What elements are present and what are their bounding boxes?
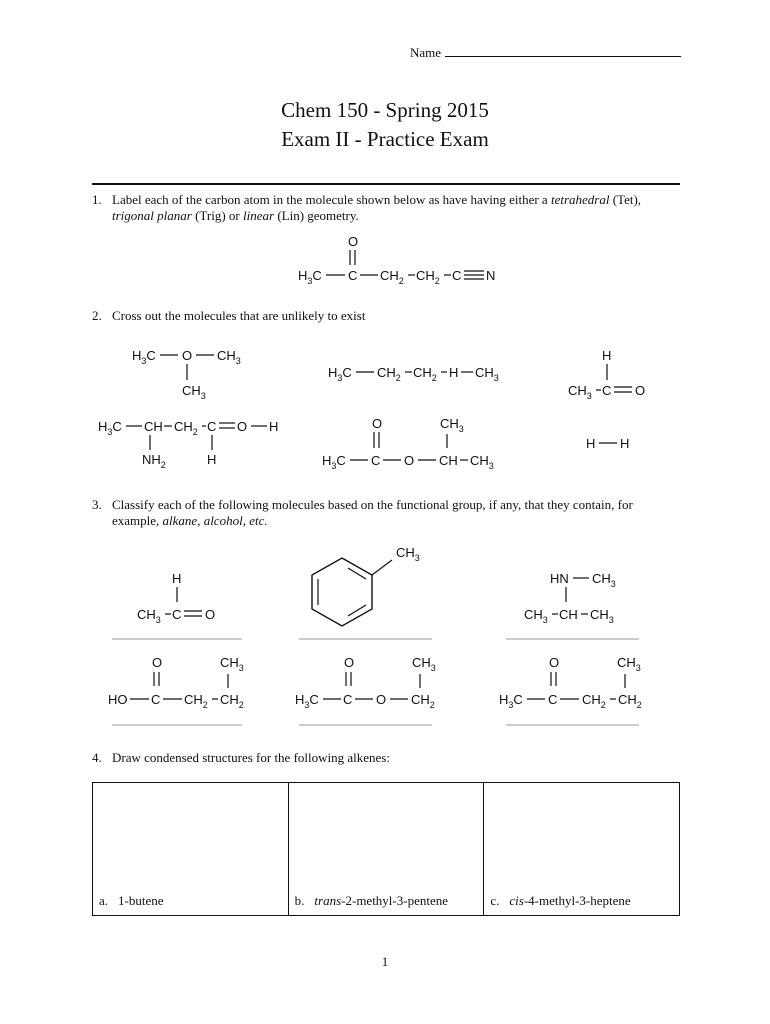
question-text (112, 192, 682, 224)
q2-molecule-5[interactable] (322, 416, 494, 471)
svg-text:C: C (207, 419, 217, 434)
svg-text:C: C (151, 692, 161, 707)
page-number: 1 (381, 954, 389, 969)
atom-n: N (486, 268, 496, 283)
svg-text:NH2: $NH_2$ (142, 452, 166, 470)
svg-text:O: O (376, 692, 387, 707)
svg-text:C: C (548, 692, 558, 707)
q3-molecule-2 (312, 545, 420, 626)
svg-text:HN: HN (550, 571, 569, 586)
svg-text:O: O (635, 383, 646, 398)
svg-text:O: O (344, 655, 355, 670)
svg-text:CH2: $CH_2$ (618, 692, 642, 710)
question-number: 3. (92, 497, 102, 512)
svg-text:H3C: $H_3C$ (322, 453, 346, 471)
q2-molecule-3[interactable] (568, 348, 645, 401)
question-text: Draw condensed structures for the following alkenes: (112, 750, 390, 765)
svg-text:CH3: $CH_3$ (590, 607, 614, 625)
answer-cell-a[interactable] (93, 783, 289, 915)
svg-text:CH: CH (559, 607, 578, 622)
svg-text:CH3: $CH_3$ (137, 607, 161, 625)
question-number: 2. (92, 308, 102, 323)
svg-text:CH3: $CH_3$ (592, 571, 616, 589)
cell-compound: -2-methyl-3-pentene (341, 893, 448, 908)
name-blank-line[interactable] (445, 44, 681, 57)
svg-text:C: C (602, 383, 612, 398)
q1-text-c: (Trig) or (191, 208, 243, 223)
q3-molecule-5 (295, 655, 436, 710)
atom-c: C (348, 268, 358, 283)
svg-text:CH3: $CH_3$ (568, 383, 592, 401)
svg-text:CH: CH (439, 453, 458, 468)
q3-molecule-1 (137, 571, 215, 625)
q3-molecule-4 (108, 655, 244, 710)
q3-molecules (92, 538, 692, 738)
svg-text:CH3: $CH_3$ (470, 453, 494, 471)
cell-italic: cis (509, 893, 524, 908)
q1-text-d: (Lin) geometry. (274, 208, 359, 223)
svg-text:CH2: $CH_2$ (377, 365, 401, 383)
svg-text:O: O (404, 453, 415, 468)
svg-text:CH2: $CH_2$ (220, 692, 244, 710)
q2-molecule-2[interactable] (328, 365, 499, 383)
svg-text:H: H (269, 419, 279, 434)
svg-text:HO: HO (108, 692, 128, 707)
svg-text:H: H (172, 571, 182, 586)
svg-text:C: C (343, 692, 353, 707)
q3-molecule-6 (499, 655, 642, 710)
q1-molecule (290, 228, 510, 290)
cell-letter: c. (490, 893, 500, 908)
answer-cell-c[interactable] (484, 783, 679, 915)
svg-text:H3C: $H_3C$ (499, 692, 523, 710)
cell-italic: trans (314, 893, 342, 908)
question-number: 1. (92, 192, 102, 207)
svg-text:CH3: $CH_3$ (440, 416, 464, 434)
q3-text-a: Classify each of the following molecules based on the functional group, if any, that they contain, for (112, 497, 633, 512)
q2-molecule-1[interactable] (132, 348, 241, 401)
atom-o: O (348, 234, 359, 249)
q2-molecule-4[interactable] (98, 419, 278, 470)
q1-text-a: Label each of the carbon atom in the molecule shown below as have having either a (112, 192, 551, 207)
title-course: Chem 150 - Spring 2015 (281, 98, 489, 122)
q3-molecule-3 (524, 571, 616, 625)
svg-text:CH3: $CH_3$ (412, 655, 436, 673)
svg-text:C: C (172, 607, 182, 622)
svg-text:CH3: $CH_3$ (475, 365, 499, 383)
answer-table (92, 782, 680, 916)
page-title (0, 96, 770, 154)
svg-text:C: C (371, 453, 381, 468)
svg-text:CH2: $CH_2$ (582, 692, 606, 710)
cell-compound: -4-methyl-3-heptene (523, 893, 631, 908)
svg-text:CH: CH (144, 419, 163, 434)
title-exam: Exam II - Practice Exam (281, 127, 489, 151)
svg-text:O: O (182, 348, 193, 363)
q3-text-examples: alkane, alcohol, etc. (162, 513, 268, 528)
svg-text:CH2: $CH_2$ (174, 419, 198, 437)
question-number: 4. (92, 750, 102, 765)
svg-text:H3C: $H_3C$ (98, 419, 122, 437)
svg-text:H: H (207, 452, 217, 467)
svg-text:CH3: $CH_3$ (524, 607, 548, 625)
cell-letter: a. (99, 893, 109, 908)
q3-text-b: example, (112, 513, 163, 528)
svg-text:CH2: $CH_2$ (413, 365, 437, 383)
atom-ch2-1: $CH_2$ (380, 268, 404, 286)
q2-molecule-6[interactable] (586, 436, 629, 451)
svg-text:CH3: $CH_3$ (617, 655, 641, 673)
q1-text-tet: tetrahedral (550, 192, 610, 207)
svg-text:H3C: $H_3C$ (132, 348, 156, 366)
atom-h3c: $H_3C$ (298, 268, 322, 286)
svg-text:O: O (205, 607, 216, 622)
svg-text:CH3: $CH_3$ (220, 655, 244, 673)
svg-text:O: O (372, 416, 383, 431)
question-text (112, 497, 682, 529)
svg-text:O: O (237, 419, 248, 434)
svg-text:O: O (549, 655, 560, 670)
title-divider (92, 183, 680, 185)
svg-text:O: O (152, 655, 163, 670)
svg-text:H3C: $H_3C$ (328, 365, 352, 383)
svg-text:CH3: $CH_3$ (217, 348, 241, 366)
cell-letter: b. (294, 893, 305, 908)
question-text: Cross out the molecules that are unlikely to exist (112, 308, 366, 323)
name-label: Name (410, 45, 442, 60)
svg-text:H: H (602, 348, 612, 363)
q2-molecules (92, 340, 692, 480)
cell-compound: 1-butene (118, 893, 164, 908)
svg-text:CH2: $CH_2$ (184, 692, 208, 710)
svg-text:H3C: $H_3C$ (295, 692, 319, 710)
svg-text:CH3: $CH_3$ (182, 383, 206, 401)
q1-text-b: (Tet), (609, 192, 642, 207)
svg-text:H: H (449, 365, 459, 380)
svg-text:CH2: $CH_2$ (411, 692, 435, 710)
svg-text:CH3: $CH_3$ (396, 545, 420, 563)
q1-text-trig: trigonal planar (112, 208, 192, 223)
svg-text:H: H (586, 436, 596, 451)
svg-text:H: H (620, 436, 630, 451)
atom-ch2-2: $CH_2$ (416, 268, 440, 286)
name-field-label (410, 44, 681, 61)
q1-text-lin: linear (243, 208, 275, 223)
answer-cell-b[interactable] (289, 783, 485, 915)
atom-c-nitrile: C (452, 268, 462, 283)
